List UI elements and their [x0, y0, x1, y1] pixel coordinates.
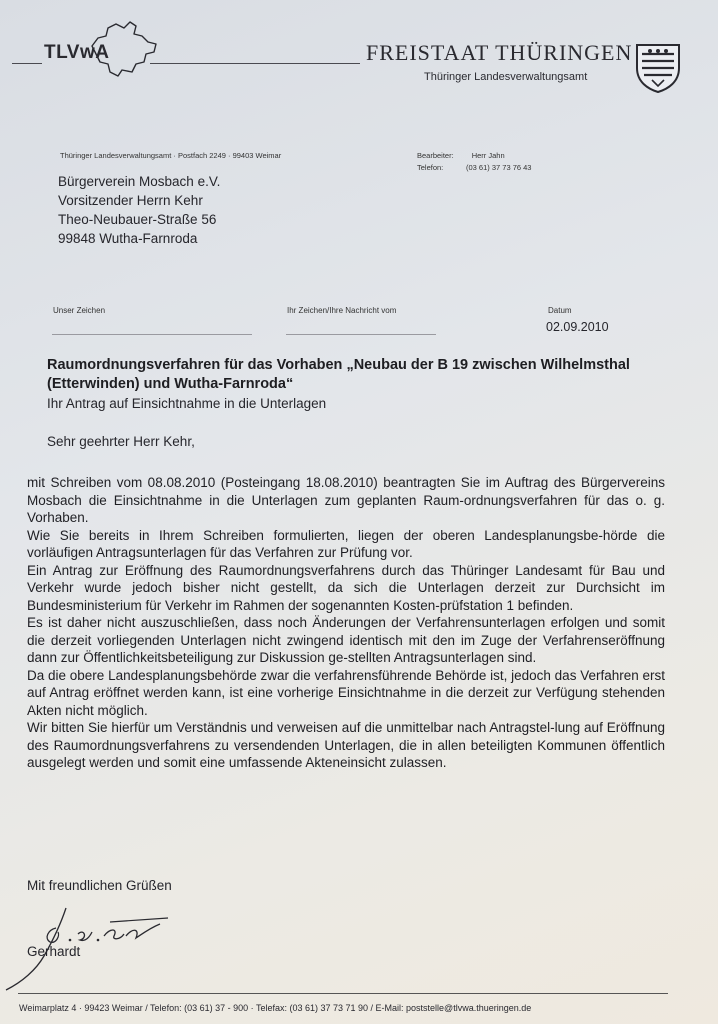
footer-contact: Weimarplatz 4 · 99423 Weimar / Telefon: (03 61) 37 - 900 · Telefax: (03 61) 37 73 71 90 / E-Mail: poststelle@tlvwa.thueringen.de [19, 1003, 532, 1013]
body-paragraph-4: Es ist daher nicht auszuschließen, dass noch Änderungen der Verfahrensunterlagen erfolgen und somit die derzeit vorliegenden Unterlagen nicht zwingend identisch mit den im Zuge der Verfahrenseröffnung dann zur Öffentlichkeitsbeteiligung zur Diskussion ge-stellten Antragsunterlagen sind. [27, 615, 665, 665]
closing: Mit freundlichen Grüßen [27, 878, 172, 893]
signer-name: Gerhardt [27, 944, 81, 959]
recipient-line-1: Bürgerverein Mosbach e.V. [58, 174, 221, 189]
header-rule-middle [150, 63, 360, 64]
agency-name: Thüringer Landesverwaltungsamt [424, 71, 588, 83]
sender-return-address: Thüringer Landesverwaltungsamt · Postfach 2249 · 99403 Weimar [60, 151, 282, 160]
processor-label: Bearbeiter: [417, 151, 454, 160]
body-paragraph-2: Wie Sie bereits in Ihrem Schreiben formulierten, liegen der oberen Landesplanungsbe-hörde die vorläufigen Antragsunterlagen für das Verfahren zur Prüfung vor. [27, 527, 665, 560]
recipient-line-3: Theo-Neubauer-Straße 56 [58, 212, 217, 227]
processor-value: Herr Jahn [471, 151, 505, 160]
date-label: Datum [548, 306, 572, 315]
letter-body [27, 474, 665, 772]
phone-label: Telefon: [417, 163, 444, 172]
body-paragraph-6: Wir bitten Sie hierfür um Verständnis und verweisen auf die unmittelbar nach Antragstel-lung auf Eröffnung des Raumordnungsverfahrens zu versendenden Unterlagen, die in allen beteiligten Kommunen öffentlich ausgelegt werden und somit eine umfassende Akteneinsicht zulassen. [27, 720, 665, 770]
org-logo-text: TLVwA [44, 42, 110, 63]
date-value: 02.09.2010 [546, 320, 609, 334]
coat-of-arms-icon [634, 42, 682, 94]
thuringia-map-icon [78, 16, 160, 78]
contact-block [417, 150, 531, 174]
body-paragraph-5: Da die obere Landesplanungsbehörde zwar die verfahrensführende Behörde ist, jedoch das Verfahren erst auf Antrag eröffnet werden kann, ist eine vorherige Einsichtnahme in die derzeit zur Verfügung stehenden Akten nicht möglich. [27, 667, 665, 718]
your-reference-label: Ihr Zeichen/Ihre Nachricht vom [287, 306, 397, 315]
phone-value: (03 61) 37 73 76 43 [466, 163, 532, 172]
footer-rule [18, 993, 668, 994]
recipient-address [58, 172, 220, 248]
state-name: FREISTAAT THÜRINGEN [366, 40, 633, 65]
subject-subline: Ihr Antrag auf Einsichtnahme in die Unterlagen [47, 396, 327, 411]
header-rule-left [12, 63, 42, 64]
body-paragraph-3: Ein Antrag zur Eröffnung des Raumordnungsverfahrens durch das Thüringer Landesamt für Bau und Verkehr wurde jedoch bisher nicht gestellt, da sich die Unterlagen derzeit zur Durchsicht im Bundesministerium für Verkehr im Rahmen der sogenannten Kosten-prüfstation 1 befinden. [27, 562, 665, 613]
body-paragraph-1: mit Schreiben vom 08.08.2010 (Posteingang 18.08.2010) beantragten Sie im Auftrag des Bürgervereins Mosbach die Einsichtnahme in die Unterlagen zum geplanten Raum-ordnungsverfahren für das o. g. Vorhaben. [27, 475, 665, 525]
recipient-line-4: 99848 Wutha-Farnroda [58, 231, 198, 246]
recipient-line-2: Vorsitzender Herrn Kehr [58, 193, 203, 208]
reference-rule-2 [286, 334, 436, 335]
subject-line: Raumordnungsverfahren für das Vorhaben „Neubau der B 19 zwischen Wilhelmsthal (Etterwinden) und Wutha-Farnroda“ [47, 357, 630, 392]
reference-rule-1 [52, 334, 252, 335]
our-reference-label: Unser Zeichen [53, 306, 106, 315]
salutation: Sehr geehrter Herr Kehr, [47, 434, 195, 449]
